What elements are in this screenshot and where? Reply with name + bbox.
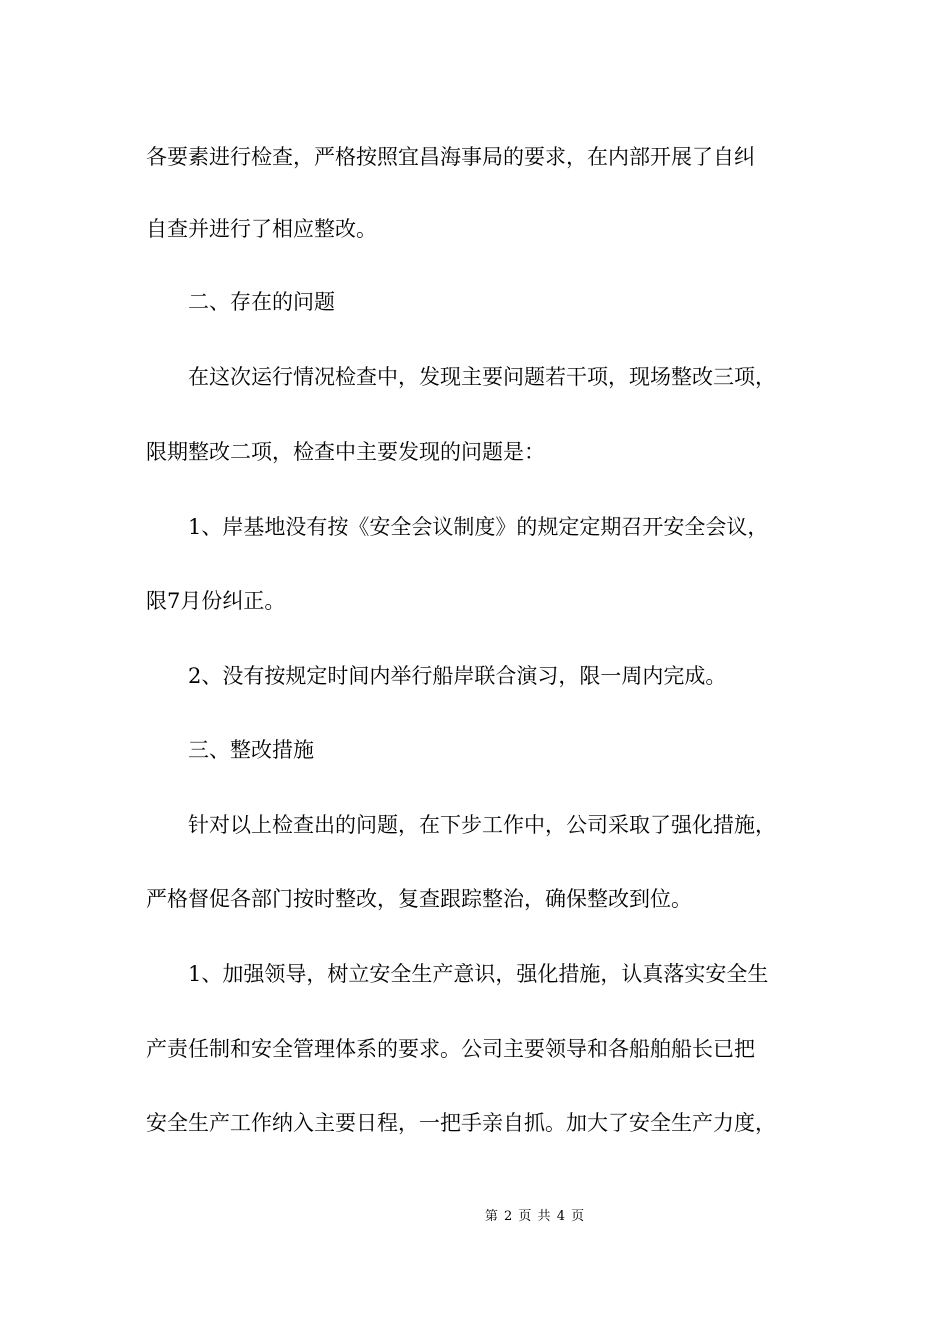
text-line: 在这次运行情况检查中，发现主要问题若干项，现场整改三项， (188, 365, 776, 389)
text-line: 2、没有按规定时间内举行船岸联合演习，限一周内完成。 (188, 664, 727, 688)
section-heading: 二、存在的问题 (188, 290, 335, 314)
text-line: 产责任制和安全管理体系的要求。公司主要领导和各船舶船长已把 (146, 1037, 755, 1061)
text-line: 限7月份纠正。 (146, 589, 286, 613)
text-line: 严格督促各部门按时整改，复查跟踪整治，确保整改到位。 (146, 887, 692, 911)
text-line: 1、岸基地没有按《安全会议制度》的规定定期召开安全会议， (188, 515, 769, 539)
text-line: 各要素进行检查，严格按照宜昌海事局的要求，在内部开展了自纠 (146, 145, 755, 169)
text-line: 针对以上检查出的问题，在下步工作中，公司采取了强化措施， (188, 813, 776, 837)
text-line: 1、加强领导，树立安全生产意识，强化措施，认真落实安全生 (188, 962, 769, 986)
text-line: 安全生产工作纳入主要日程，一把手亲自抓。加大了安全生产力度， (146, 1111, 776, 1135)
text-line: 自查并进行了相应整改。 (146, 217, 377, 241)
text-line: 限期整改二项，检查中主要发现的问题是： (146, 440, 545, 464)
page-footer: 第 2 页 共 4 页 (484, 1209, 586, 1224)
section-heading: 三、整改措施 (188, 738, 314, 762)
